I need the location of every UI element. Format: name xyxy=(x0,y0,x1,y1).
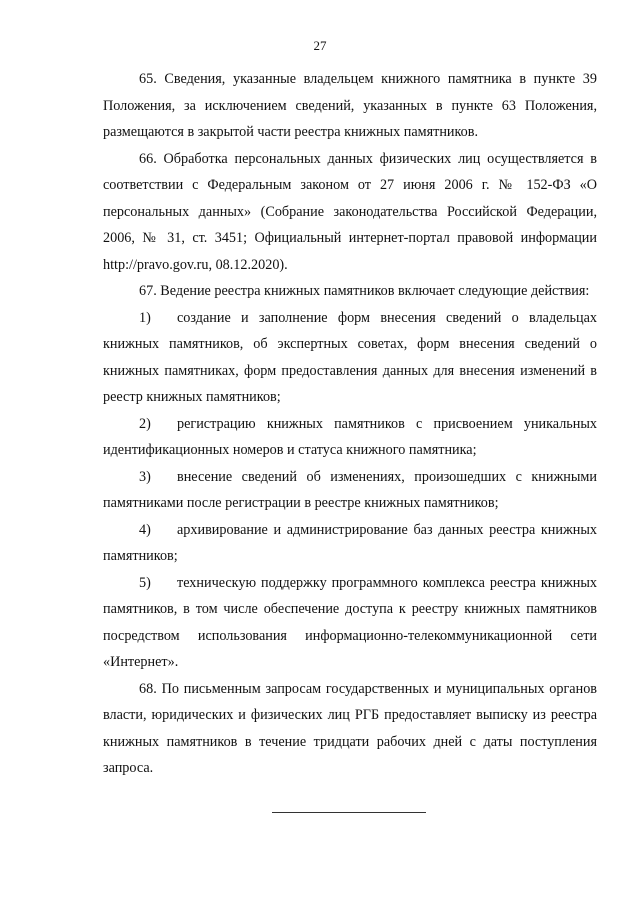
list-item-number: 2) xyxy=(139,415,151,432)
list-item-text: внесение сведений об изменениях, произошедших с книжными памятниками после регистрации в реестре книжных памятников; xyxy=(103,468,597,511)
paragraph-65: 65. Сведения, указанные владельцем книжного памятника в пункте 39 Положения, за исключением сведений, указанных в пункте 63 Положения, размещаются в закрытой части реестра книжных памятников. xyxy=(103,71,597,140)
list-item-text: техническую поддержку программного комплекса реестра книжных памятников, в том числе обеспечение доступа к реестру книжных памятников посредством использования информационно-телекоммуникационной сети «Интернет». xyxy=(103,574,597,670)
list-item-number: 4) xyxy=(139,521,151,538)
paragraph-66: 66. Обработка персональных данных физических лиц осуществляется в соответствии с Федеральным законом от 27 июня 2006 г. № 152-ФЗ «О персональных данных» (Собрание законодательства Российской Федерации, 2006, № 31, ст. 3451; Официальный интернет-портал правовой информации http://pravo.gov.ru, 08.12.2020). xyxy=(103,150,597,273)
list-item-number: 3) xyxy=(139,468,151,485)
end-divider-line xyxy=(272,812,426,813)
list-item-text: архивирование и администрирование баз данных реестра книжных памятников; xyxy=(103,521,597,564)
paragraph-68: 68. По письменным запросам государственных и муниципальных органов власти, юридических и физических лиц РГБ предоставляет выписку из реестра книжных памятников в течение тридцати рабочих дней с даты поступления запроса. xyxy=(103,680,597,776)
list-item-4 xyxy=(103,517,597,570)
list-item-number: 5) xyxy=(139,574,151,591)
document-body xyxy=(103,66,597,782)
list-item-text: регистрацию книжных памятников с присвоением уникальных идентификационных номеров и статуса книжного памятника; xyxy=(103,415,597,458)
paragraph-67: 67. Ведение реестра книжных памятников включает следующие действия: xyxy=(139,283,590,299)
page-number: 27 xyxy=(313,38,327,53)
list-item-5 xyxy=(103,570,597,676)
list-item-2 xyxy=(103,411,597,464)
list-item-number: 1) xyxy=(139,309,151,326)
list-item-1 xyxy=(103,305,597,411)
list-item-3 xyxy=(103,464,597,517)
list-item-text: создание и заполнение форм внесения сведений о владельцах книжных памятников, об экспертных советах, форм внесения сведений о книжных памятниках, форм предоставления данных для внесения изменений в реестр книжных памятников; xyxy=(103,309,597,405)
